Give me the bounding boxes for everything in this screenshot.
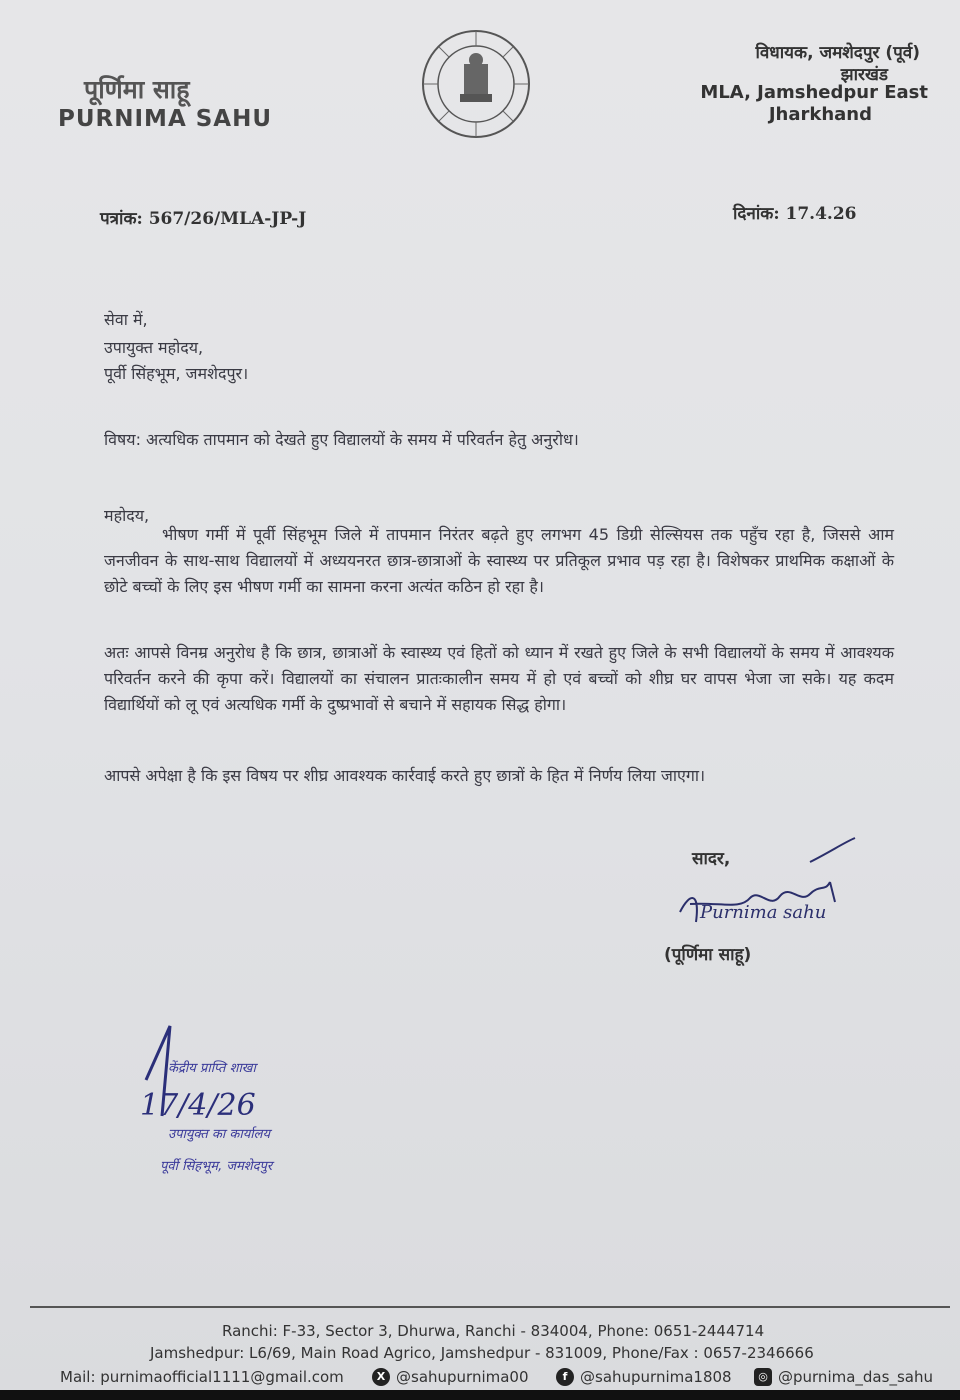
closing-sadar: सादर,: [692, 849, 731, 869]
receipt-stamp-line-1: केंद्रीय प्राप्ति शाखा: [168, 1061, 256, 1076]
designation-english-1: MLA, Jamshedpur East: [700, 82, 928, 103]
x-logo-icon: X: [372, 1368, 390, 1386]
addressee-line-2: उपायुक्त महोदय,: [104, 338, 204, 357]
footer-facebook-handle: @sahupurnima1808: [580, 1368, 732, 1386]
footer-mail[interactable]: [60, 1368, 344, 1386]
designation-hindi-1: विधायक, जमशेदपुर (पूर्व): [755, 43, 920, 63]
footer-divider: [30, 1306, 950, 1308]
government-emblem-icon: [420, 28, 532, 140]
subject-line: विषय: अत्यधिक तापमान को देखते हुए विद्यालयों के समय में परिवर्तन हेतु अनुरोध।: [104, 430, 579, 449]
footer-jamshedpur-address: Jamshedpur: L6/69, Main Road Agrico, Jamshedpur - 831009, Phone/Fax : 0657-2346666: [150, 1344, 814, 1362]
salutation: महोदय,: [104, 506, 150, 525]
receipt-stamp-line-3: पूर्वी सिंहभूम, जमशेदपुर: [160, 1159, 273, 1174]
bottom-edge: [0, 1390, 960, 1400]
paragraph-3: आपसे अपेक्षा है कि इस विषय पर शीघ्र आवश्यक कार्रवाई करते हुए छात्रों के हित में निर्णय लिया जाएगा।: [104, 766, 706, 785]
footer-instagram-handle: @purnima_das_sahu: [778, 1368, 933, 1386]
instagram-icon: ◎: [754, 1368, 772, 1386]
addressee-line-1: सेवा में,: [104, 310, 148, 329]
receipt-stamp-date: 17/4/26: [140, 1088, 256, 1123]
footer-instagram-link[interactable]: [754, 1368, 933, 1386]
reference-number: पत्रांक: 567/26/MLA-JP-J: [100, 209, 307, 229]
paragraph-2: अतः आपसे विनम्र अनुरोध है कि छात्र, छात्राओं के स्वास्थ्य एवं हितों को ध्यान में रखते हुए जिले के सभी विद्यालयों के समय में आवश्यक परिवर्तन करने की कृपा करें। विद्यालयों का संचालन प्रातःकालीन समय में हो एवं बच्चों को शीघ्र घर वापस भेजा जा सके। यह कदम विद्यार्थियों को लू एवं अत्यधिक गर्मी के दुष्प्रभावों से बचाने में सहायक सिद्ध होगा।: [104, 643, 894, 714]
designation-hindi-2: झारखंड: [840, 65, 888, 85]
facebook-icon: f: [556, 1368, 574, 1386]
footer-x-handle: @sahupurnima00: [396, 1368, 529, 1386]
footer-ranchi-address: Ranchi: F-33, Sector 3, Dhurwa, Ranchi - 834004, Phone: 0651-2444714: [222, 1322, 765, 1340]
addressee-line-3: पूर्वी सिंहभूम, जमशेदपुर।: [104, 364, 249, 383]
paragraph-1: भीषण गर्मी में पूर्वी सिंहभूम जिले में तापमान निरंतर बढ़ते हुए लगभग 45 डिग्री सेल्सियस तक पहुँच रहा है, जिससे आम जनजीवन के साथ-साथ विद्यालयों में अध्ययनरत छात्र-छात्राओं के स्वास्थ्य पर प्रतिकूल प्रभाव पड़ रहा है। विशेषकर प्राथमिक कक्षाओं के छोटे बच्चों के लिए इस भीषण गर्मी का सामना करना अत्यंत कठिन हो रहा है।: [104, 525, 894, 596]
signature-script: Purnima sahu: [700, 902, 827, 923]
name-english: PURNIMA SAHU: [58, 106, 273, 132]
footer-mail-text: Mail: purnimaofficial1111@gmail.com: [60, 1368, 344, 1386]
designation-english-2: Jharkhand: [768, 104, 872, 125]
receipt-stamp-line-2: उपायुक्त का कार्यालय: [168, 1127, 271, 1142]
footer-x-link[interactable]: [372, 1368, 529, 1386]
footer-facebook-link[interactable]: [556, 1368, 732, 1386]
letter-date: दिनांक: 17.4.26: [733, 204, 857, 224]
handwritten-signature: [660, 832, 860, 942]
name-hindi: पूर्णिमा साहू: [84, 75, 190, 104]
signatory-name: (पूर्णिमा साहू): [664, 945, 752, 965]
footer-social-row: [0, 1368, 960, 1390]
